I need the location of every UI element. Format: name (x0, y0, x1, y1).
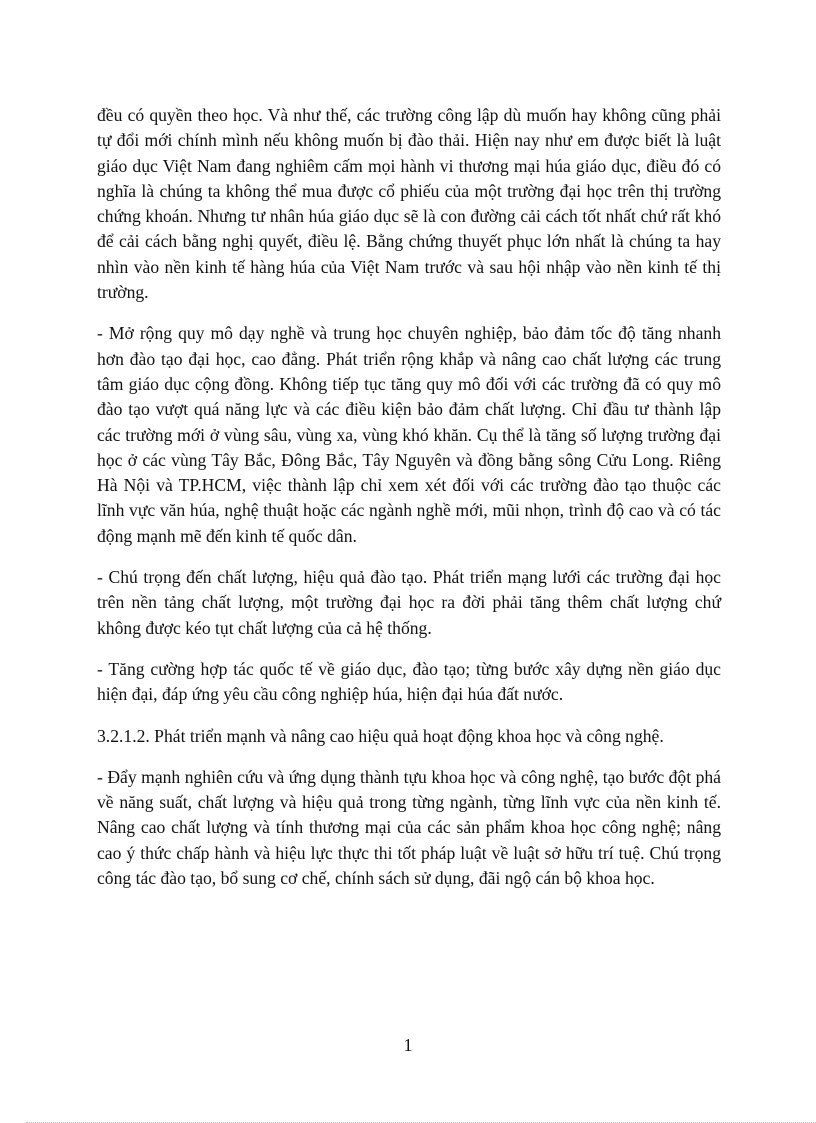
paragraph-international-cooperation: - Tăng cường hợp tác quốc tế về giáo dục, đào tạo; từng bước xây dựng nền giáo dục hiện đại, đáp ứng yêu cầu công nghiệp húa, hiện đại húa đất nước. (97, 658, 721, 705)
paragraph-vocational-expansion: - Mở rộng quy mô dạy nghề và trung học chuyên nghiệp, bảo đảm tốc độ tăng nhanh hơn đào tạo đại học, cao đẳng. Phát triển rộng khắp và nâng cao chất lượng các trung tâm giáo dục cộng đồng. Không tiếp tục tăng quy mô đối với các trường đã có quy mô đào tạo vượt quá năng lực và các điều kiện bảo đảm chất lượng. Chỉ đầu tư thành lập các trường mới ở vùng sâu, vùng xa, vùng khó khăn. Cụ thể là tăng số lượng trường đại học ở các vùng Tây Bắc, Đông Bắc, Tây Nguyên và đồng bằng sông Cửu Long. Riêng Hà Nội và TP.HCM, việc thành lập chỉ xem xét đối với các trường đào tạo thuộc các lĩnh vực văn húa, nghệ thuật hoặc các ngành nghề mới, mũi nhọn, trình độ cao và có tác động mạnh mẽ đến kinh tế quốc dân. (97, 323, 721, 546)
document-body (97, 103, 721, 907)
paragraph-training-quality: - Chú trọng đến chất lượng, hiệu quả đào tạo. Phát triển mạng lưới các trường đại học trên nền tảng chất lượng, một trường đại học ra đời phải tăng thêm chất lượng chứ không được kéo tụt chất lượng của cả hệ thống. (97, 567, 721, 638)
paragraph-intro: đều có quyền theo học. Và như thế, các trường công lập dù muốn hay không cũng phải tự đổi mới chính mình nếu không muốn bị đào thải. Hiện nay như em được biết là luật giáo dục Việt Nam đang nghiêm cấm mọi hành vi thương mại húa giáo dục, điều đó có nghĩa là chúng ta không thể mua được cổ phiếu của một trường đại học trên thị trường chứng khoán. Nhưng tư nhân húa giáo dục sẽ là con đường cải cách tốt nhất chứ rất khó để cải cách bằng nghị quyết, điều lệ. Bằng chứng thuyết phục lớn nhất là chúng ta hay nhìn vào nền kinh tế hàng húa của Việt Nam trước và sau hội nhập vào nền kinh tế thị trường. (97, 105, 721, 303)
page-number: 1 (403, 1035, 413, 1055)
section-heading: 3.2.1.2. Phát triển mạnh và nâng cao hiệu quả hoạt động khoa học và công nghệ. (97, 725, 664, 746)
paragraph-science-technology: - Đẩy mạnh nghiên cứu và ứng dụng thành tựu khoa học và công nghệ, tạo bước đột phá về năng suất, chất lượng và hiệu quả trong từng ngành, từng lĩnh vực của nền kinh tế. Nâng cao chất lượng và tính thương mại của các sản phẩm khoa học công nghệ; nâng cao ý thức chấp hành và hiệu lực thực thi tốt pháp luật về luật sở hữu trí tuệ. Chú trọng công tác đào tạo, bổ sung cơ chế, chính sách sử dụng, đãi ngộ cán bộ khoa học. (97, 766, 721, 889)
